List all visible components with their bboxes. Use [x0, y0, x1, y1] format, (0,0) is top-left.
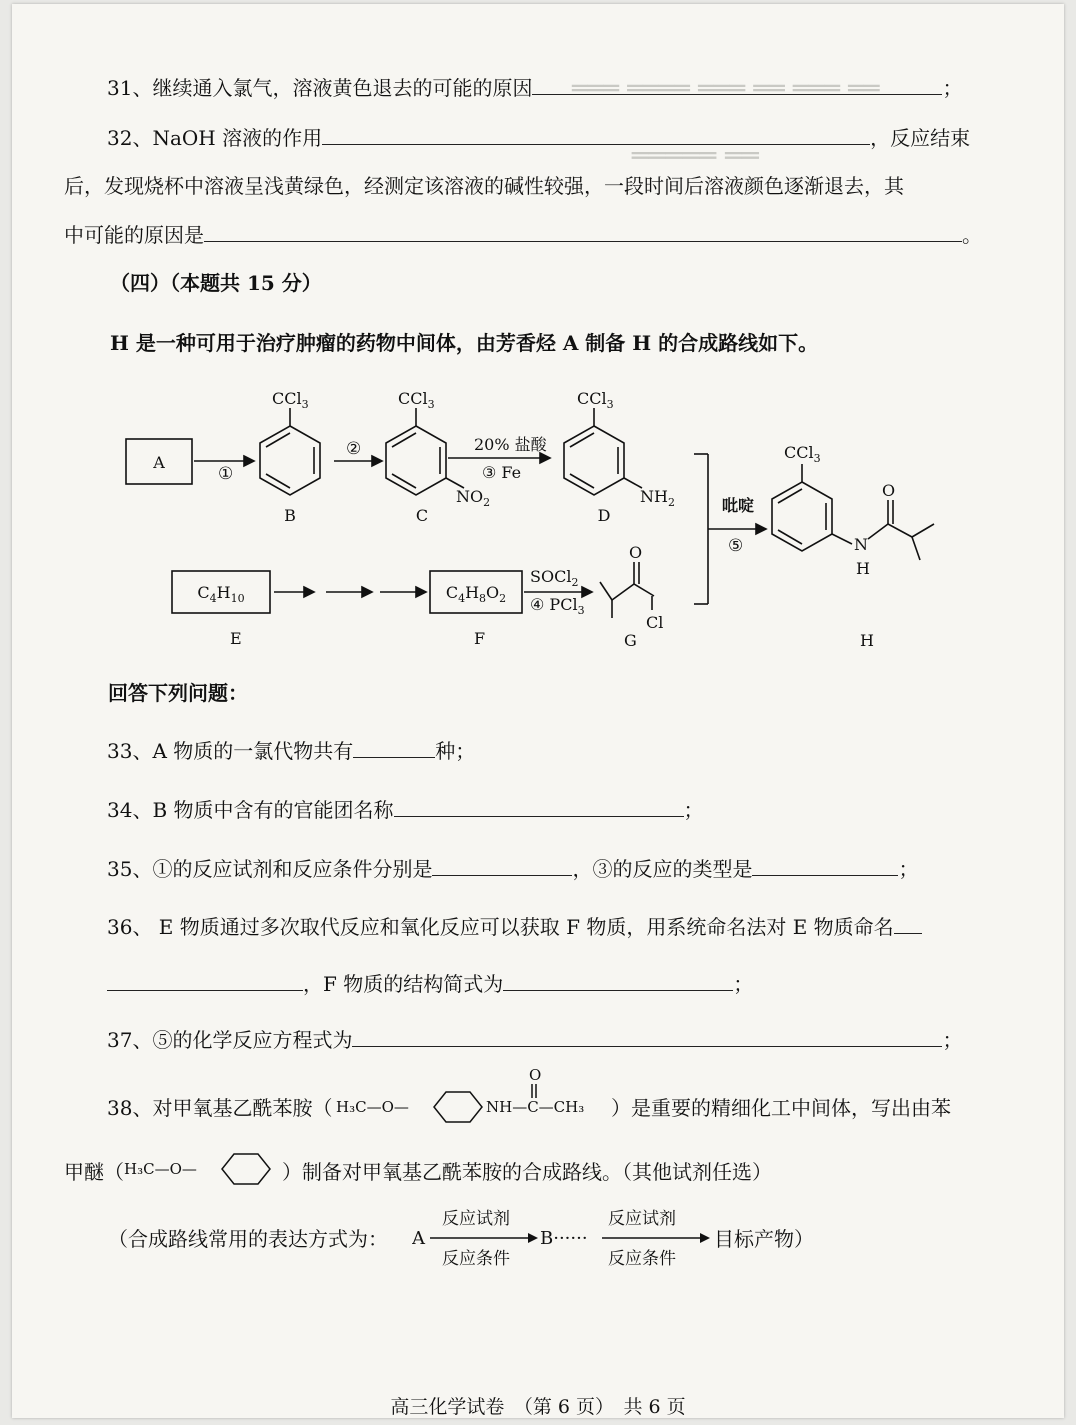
route-a: A	[412, 1228, 425, 1249]
label-h-ccl3: CCl$_3$	[784, 443, 821, 465]
route-reagent-1: 反应试剂	[442, 1209, 510, 1229]
q32-text-c: 后，发现烧杯中溶液呈浅黄绿色，经测定该溶液的碱性较强，一段时间后溶液颜色逐渐退去，其	[64, 174, 904, 198]
benzene-ring-b	[260, 426, 320, 495]
q33-answer-blank[interactable]	[353, 737, 435, 758]
bond-n-co	[868, 524, 888, 539]
label-c: C	[415, 506, 429, 525]
label-step1: ①	[218, 464, 234, 484]
route-condition-2: 反应条件	[608, 1249, 676, 1269]
q37-text-a: 37、⑤的化学反应方程式为	[107, 1028, 353, 1052]
struct-ring	[434, 1092, 482, 1122]
benzene-ring-h	[772, 482, 832, 551]
q31-end: ；	[942, 76, 963, 100]
q38-text-b: ）是重要的精细化工中间体，写出由苯	[611, 1096, 951, 1120]
label-e: E	[230, 629, 242, 648]
q38-text-e: （合成路线常用的表达方式为：	[108, 1227, 388, 1251]
q36-answer-blank-2[interactable]	[503, 970, 733, 991]
label-step3-bot: ③ Fe	[482, 463, 522, 482]
q32-text-b: ，反应结束	[870, 126, 971, 150]
label-e-formula: $C_4H_{10}$	[197, 583, 245, 605]
q34-line	[107, 796, 704, 823]
q32-end: 。	[962, 223, 982, 247]
g-bond-1	[600, 582, 612, 600]
answer-prompt	[108, 680, 248, 706]
q36-text-a: 36、 E 物质通过多次取代反应和氧化反应可以获取 F 物质，用系统命名法对 E 物质命名	[107, 915, 894, 939]
q36-answer-blank-1b[interactable]	[107, 970, 303, 991]
label-b: B	[284, 506, 296, 525]
q31-answer-blank[interactable]	[532, 74, 942, 95]
anisole-h3c: H₃C—O—	[124, 1160, 197, 1178]
q35-text-b: ，③的反应的类型是	[572, 857, 753, 881]
q37-line	[107, 1026, 962, 1053]
intro-text: H 是一种可用于治疗肿瘤的药物中间体，由芳香烃 A 制备 H 的合成路线如下。	[110, 331, 819, 355]
footer-text: 高三化学试卷 （第 6 页） 共 6 页	[390, 1396, 686, 1418]
q35-line	[107, 855, 918, 882]
bond-h-n	[832, 534, 852, 544]
q31-text: 31、继续通入氯气，溶液黄色退去的可能的原因	[107, 76, 533, 100]
section-four-intro	[110, 330, 818, 356]
label-h-nh: H	[856, 559, 870, 578]
q34-answer-blank[interactable]	[394, 796, 684, 817]
exam-page	[12, 4, 1064, 1418]
label-step2: ②	[346, 439, 362, 459]
label-h-n: N	[854, 535, 868, 554]
label-h-o: O	[882, 481, 896, 500]
anisole-ring	[222, 1154, 270, 1184]
anisole-structure	[124, 1148, 284, 1188]
q38-line1-tail	[611, 1095, 951, 1121]
q38-text-f: 目标产物）	[714, 1227, 814, 1251]
q35-text-c: ；	[898, 857, 919, 881]
q38-text-a: 38、对甲氧基乙酰苯胺（	[107, 1096, 333, 1120]
q32-line1	[107, 124, 970, 151]
q36-text-c: ；	[733, 972, 754, 996]
q36-answer-blank-1a[interactable]	[894, 913, 922, 934]
route-condition-1: 反应条件	[442, 1249, 510, 1269]
q36-line1	[107, 913, 922, 940]
arrowhead-step1	[244, 456, 254, 466]
label-d-ccl3: CCl$_3$	[577, 389, 614, 411]
q35-answer-blank-1[interactable]	[432, 855, 572, 876]
label-c-ccl3: CCl$_3$	[398, 389, 435, 411]
page-footer	[12, 1392, 1064, 1419]
label-no2: $NO_2$	[456, 487, 491, 509]
q36-line2	[107, 970, 753, 997]
q36-text-b: ，F 物质的结构简式为	[303, 972, 504, 996]
bleed-through-subject: ═════ ══	[632, 139, 759, 172]
label-nh2: $NH_2$	[640, 487, 675, 509]
q33-text-a: 33、A 物质的一氯代物共有	[107, 739, 354, 763]
q37-answer-blank[interactable]	[352, 1026, 942, 1047]
q35-answer-blank-2[interactable]	[752, 855, 898, 876]
struct-o: O	[529, 1066, 542, 1084]
bleed-through-header: ═══ ════ ═══ ══ ═══ ══	[572, 74, 880, 104]
label-h: H	[860, 631, 874, 650]
q38-line1	[107, 1095, 332, 1121]
label-f: F	[474, 629, 486, 648]
q32-answer-blank-2[interactable]	[204, 221, 962, 242]
label-f-formula: $C_4H_8O_2$	[445, 583, 507, 605]
q33-text-b: 种；	[435, 739, 476, 763]
benzene-ring-d	[564, 426, 624, 495]
q38-text-d: ）制备对甲氧基乙酰苯胺的合成路线。（其他试剂任选）	[282, 1160, 772, 1184]
label-step4-bot: ④ PCl$_3$	[530, 595, 585, 617]
label-step3-top: 20% 盐酸	[474, 435, 547, 454]
label-d: D	[597, 506, 611, 525]
label-a: A	[153, 453, 165, 472]
route-hint-line	[108, 1226, 388, 1252]
q34-text-b: ；	[683, 798, 704, 822]
struct-nh: NH—C—CH₃	[486, 1098, 585, 1116]
label-g-o: O	[629, 543, 643, 562]
q33-line	[107, 737, 475, 764]
section-four-heading	[110, 270, 322, 296]
q38-text-c: 甲醚（	[64, 1160, 124, 1184]
methoxyacetanilide-structure	[336, 1066, 608, 1130]
q31-line	[107, 74, 962, 101]
label-step4-top: SOCl$_2$	[530, 567, 579, 589]
q34-text-a: 34、B 物质中含有的官能团名称	[107, 798, 394, 822]
route-b: B······	[540, 1228, 588, 1249]
route-expression	[412, 1204, 712, 1272]
label-g: G	[624, 631, 637, 650]
label-step5-top: 吡啶	[722, 496, 755, 515]
route-hint-tail	[714, 1226, 814, 1252]
struct-h3c: H₃C—O—	[336, 1098, 409, 1116]
benzene-ring-c	[386, 426, 446, 495]
q32-line3	[64, 221, 982, 248]
section-four-title: （四）（本题共 15 分）	[110, 271, 322, 295]
q35-text-a: 35、①的反应试剂和反应条件分别是	[107, 857, 433, 881]
synthesis-scheme	[12, 374, 1064, 664]
q32-answer-blank-1[interactable]	[322, 124, 870, 145]
label-b-ccl3: CCl$_3$	[272, 389, 309, 411]
answer-prompt-text: 回答下列问题：	[108, 681, 248, 705]
q37-text-b: ；	[942, 1028, 963, 1052]
q32-line2	[64, 173, 904, 199]
label-g-cl: Cl	[646, 613, 664, 632]
q32-text-a: 32、NaOH 溶液的作用	[107, 126, 323, 150]
q32-text-d: 中可能的原因是	[64, 223, 204, 247]
route-reagent-2: 反应试剂	[608, 1209, 676, 1229]
label-step5-bot: ⑤	[728, 536, 744, 556]
q38-line2	[64, 1159, 124, 1185]
q38-line2-tail	[282, 1159, 772, 1185]
